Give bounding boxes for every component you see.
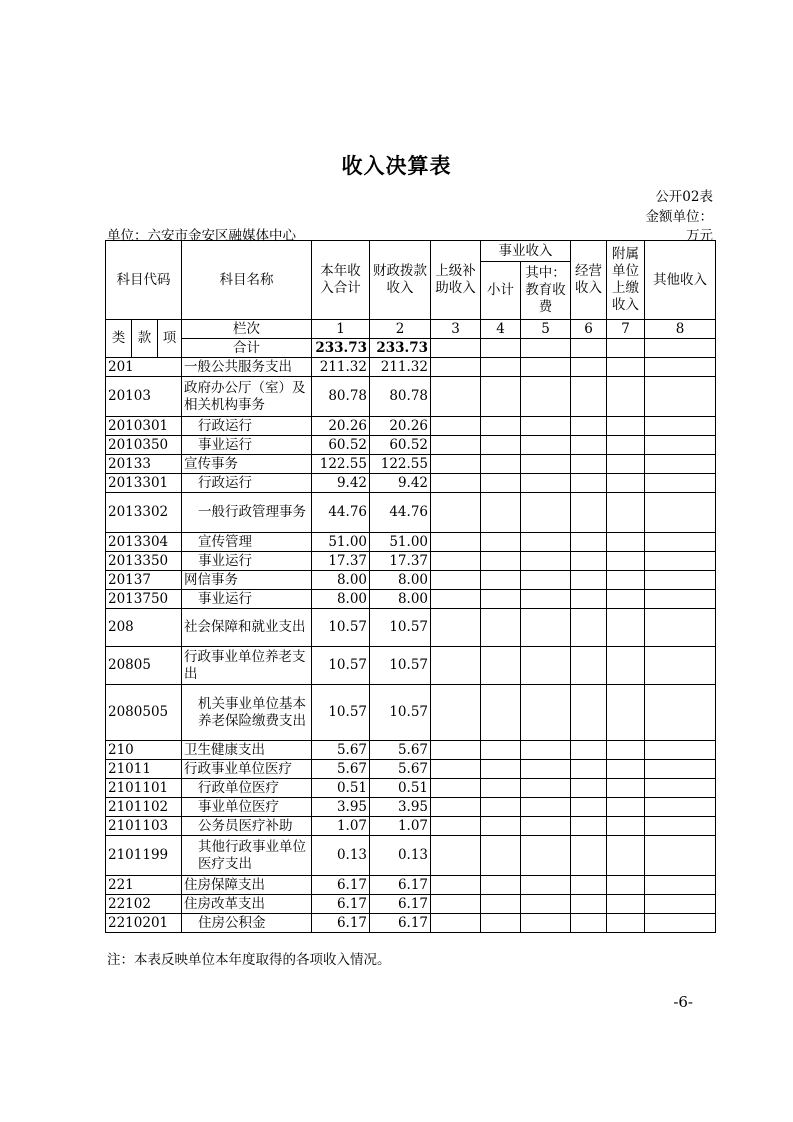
header-other: 其他收入 (645, 241, 716, 320)
row-fiscal: 6.17 (370, 914, 431, 933)
empty-cell (521, 895, 571, 914)
empty-cell (521, 552, 571, 571)
empty-cell (645, 590, 716, 609)
empty-cell (431, 836, 481, 876)
empty-cell (571, 552, 607, 571)
table-row (106, 647, 716, 685)
total-row (106, 339, 716, 358)
empty-cell (481, 533, 521, 552)
header-fiscal: 财政拨款收入 (370, 241, 431, 320)
row-income: 51.00 (312, 533, 370, 552)
empty-cell (521, 377, 571, 417)
empty-cell (571, 798, 607, 817)
empty-cell (521, 474, 571, 493)
row-name: 公务员医疗补助 (182, 817, 312, 836)
header-kuan: 款 (132, 320, 158, 358)
table-row (106, 609, 716, 647)
table-row (106, 914, 716, 933)
col-num-7: 7 (607, 320, 645, 339)
row-name: 行政运行 (182, 474, 312, 493)
empty-cell (571, 493, 607, 533)
row-fiscal: 5.67 (370, 741, 431, 760)
col-num-6: 6 (571, 320, 607, 339)
empty-cell (645, 876, 716, 895)
empty-cell (481, 417, 521, 436)
row-name: 宣传事务 (182, 455, 312, 474)
row-name: 事业运行 (182, 590, 312, 609)
row-fiscal: 211.32 (370, 358, 431, 377)
row-income: 3.95 (312, 798, 370, 817)
empty-cell (431, 533, 481, 552)
empty-cell (481, 493, 521, 533)
empty-cell (607, 895, 645, 914)
row-code: 2210201 (106, 914, 182, 933)
row-code: 208 (106, 609, 182, 647)
row-income: 122.55 (312, 455, 370, 474)
empty-cell (521, 914, 571, 933)
table-note: 注：本表反映单位本年度取得的各项收入情况。 (107, 952, 391, 968)
empty-cell (481, 436, 521, 455)
table-row (106, 436, 716, 455)
row-code: 22102 (106, 895, 182, 914)
empty-cell (481, 798, 521, 817)
unit-name: 单位：六安市金安区融媒体中心 (107, 228, 296, 244)
empty-cell (521, 760, 571, 779)
empty-cell (645, 358, 716, 377)
empty-cell (645, 647, 716, 685)
empty-cell (481, 474, 521, 493)
empty-cell (481, 817, 521, 836)
header-xiang: 项 (158, 320, 182, 358)
row-code: 2101199 (106, 836, 182, 876)
col-num-8: 8 (645, 320, 716, 339)
empty-cell (571, 895, 607, 914)
row-code: 2013750 (106, 590, 182, 609)
table-row (106, 590, 716, 609)
row-name: 卫生健康支出 (182, 741, 312, 760)
empty-cell (607, 377, 645, 417)
empty-cell (645, 552, 716, 571)
empty-cell (645, 741, 716, 760)
row-fiscal: 10.57 (370, 609, 431, 647)
income-table (105, 240, 716, 933)
row-income: 5.67 (312, 741, 370, 760)
empty-cell (645, 798, 716, 817)
row-name: 一般行政管理事务 (182, 493, 312, 533)
row-income: 10.57 (312, 685, 370, 741)
row-name: 事业运行 (182, 552, 312, 571)
row-name: 住房公积金 (182, 914, 312, 933)
row-income: 0.51 (312, 779, 370, 798)
empty-cell (645, 760, 716, 779)
empty-cell (481, 590, 521, 609)
header-operating: 经营收入 (571, 241, 607, 320)
empty-cell (431, 552, 481, 571)
row-fiscal: 8.00 (370, 571, 431, 590)
row-fiscal: 6.17 (370, 895, 431, 914)
empty-cell (571, 358, 607, 377)
empty-cell (607, 436, 645, 455)
empty-cell (481, 552, 521, 571)
table-row (106, 817, 716, 836)
row-fiscal: 20.26 (370, 417, 431, 436)
table-row (106, 455, 716, 474)
row-code: 20805 (106, 647, 182, 685)
header-career-group: 事业收入 (481, 241, 571, 262)
empty-cell (481, 455, 521, 474)
empty-cell (571, 836, 607, 876)
row-fiscal: 1.07 (370, 817, 431, 836)
row-name: 行政运行 (182, 417, 312, 436)
page-number: -6- (673, 993, 693, 1011)
empty-cell (607, 760, 645, 779)
row-fiscal: 122.55 (370, 455, 431, 474)
empty-cell (607, 590, 645, 609)
row-income: 9.42 (312, 474, 370, 493)
row-fiscal: 8.00 (370, 590, 431, 609)
empty-cell (571, 779, 607, 798)
empty-cell (521, 609, 571, 647)
empty-cell (571, 436, 607, 455)
total-fiscal: 233.73 (370, 339, 431, 358)
row-name: 宣传管理 (182, 533, 312, 552)
empty-cell (571, 417, 607, 436)
empty-cell (607, 358, 645, 377)
row-code: 2013302 (106, 493, 182, 533)
row-code: 2013301 (106, 474, 182, 493)
table-row (106, 571, 716, 590)
header-total-income: 本年收入合计 (312, 241, 370, 320)
row-code: 2101103 (106, 817, 182, 836)
empty-cell (571, 474, 607, 493)
empty-cell (571, 571, 607, 590)
empty-cell (645, 914, 716, 933)
row-code: 20103 (106, 377, 182, 417)
empty-cell (521, 533, 571, 552)
row-name: 社会保障和就业支出 (182, 609, 312, 647)
row-code: 201 (106, 358, 182, 377)
empty-cell (571, 377, 607, 417)
empty-cell (481, 779, 521, 798)
col-num-3: 3 (431, 320, 481, 339)
empty-cell (645, 417, 716, 436)
row-income: 10.57 (312, 647, 370, 685)
row-fiscal: 10.57 (370, 685, 431, 741)
table-row (106, 417, 716, 436)
empty-cell (607, 493, 645, 533)
empty-cell (645, 493, 716, 533)
empty-cell (431, 817, 481, 836)
header-affiliated: 附属单位上缴收入 (607, 241, 645, 320)
row-fiscal: 60.52 (370, 436, 431, 455)
header-lei: 类 (106, 320, 132, 358)
empty-cell (431, 493, 481, 533)
row-fiscal: 5.67 (370, 760, 431, 779)
empty-cell (521, 647, 571, 685)
table-row (106, 474, 716, 493)
row-code: 20133 (106, 455, 182, 474)
empty-cell (571, 609, 607, 647)
row-code: 2010301 (106, 417, 182, 436)
empty-cell (481, 836, 521, 876)
empty-cell (521, 493, 571, 533)
empty-cell (431, 760, 481, 779)
empty-cell (571, 685, 607, 741)
empty-cell (521, 817, 571, 836)
row-fiscal: 9.42 (370, 474, 431, 493)
empty-cell (571, 760, 607, 779)
empty-cell (521, 590, 571, 609)
empty-cell (645, 895, 716, 914)
empty-cell (607, 685, 645, 741)
empty-cell (431, 647, 481, 685)
empty-cell (645, 474, 716, 493)
row-name: 政府办公厅（室）及相关机构事务 (182, 377, 312, 417)
row-code: 2013304 (106, 533, 182, 552)
empty-cell (645, 455, 716, 474)
row-name: 行政事业单位医疗 (182, 760, 312, 779)
empty-cell (645, 779, 716, 798)
empty-cell (521, 455, 571, 474)
row-income: 44.76 (312, 493, 370, 533)
row-fiscal: 3.95 (370, 798, 431, 817)
empty-cell (521, 685, 571, 741)
empty-cell (645, 377, 716, 417)
row-fiscal: 17.37 (370, 552, 431, 571)
row-name: 网信事务 (182, 571, 312, 590)
empty-cell (431, 417, 481, 436)
table-row (106, 358, 716, 377)
row-name: 事业单位医疗 (182, 798, 312, 817)
empty-cell (521, 436, 571, 455)
amount-unit: 万元 (686, 228, 713, 244)
empty-cell (521, 417, 571, 436)
empty-cell (607, 571, 645, 590)
row-income: 0.13 (312, 836, 370, 876)
empty-cell (645, 685, 716, 741)
row-income: 6.17 (312, 895, 370, 914)
empty-cell (431, 895, 481, 914)
row-income: 10.57 (312, 609, 370, 647)
row-code: 210 (106, 741, 182, 760)
empty-cell (571, 533, 607, 552)
header-education: 其中：教育收费 (521, 262, 571, 320)
empty-cell (481, 876, 521, 895)
empty-cell (571, 590, 607, 609)
header-code: 科目代码 (106, 241, 182, 320)
header-superior: 上级补助收入 (431, 241, 481, 320)
row-income: 20.26 (312, 417, 370, 436)
row-fiscal: 44.76 (370, 493, 431, 533)
row-income: 5.67 (312, 760, 370, 779)
row-code: 2101101 (106, 779, 182, 798)
row-code: 21011 (106, 760, 182, 779)
empty-cell (645, 533, 716, 552)
row-name: 一般公共服务支出 (182, 358, 312, 377)
empty-cell (431, 436, 481, 455)
empty-cell (481, 760, 521, 779)
row-income: 211.32 (312, 358, 370, 377)
empty-cell (481, 358, 521, 377)
empty-cell (571, 455, 607, 474)
col-num-4: 4 (481, 320, 521, 339)
empty-cell (431, 876, 481, 895)
page-title: 收入决算表 (341, 154, 452, 178)
empty-cell (431, 571, 481, 590)
row-code: 2101102 (106, 798, 182, 817)
total-income: 233.73 (312, 339, 370, 358)
empty-cell (521, 358, 571, 377)
table-row (106, 533, 716, 552)
table-row (106, 798, 716, 817)
empty-cell (521, 798, 571, 817)
total-label: 合计 (182, 339, 312, 358)
row-code: 2013350 (106, 552, 182, 571)
empty-cell (431, 741, 481, 760)
empty-cell (607, 647, 645, 685)
empty-cell (431, 455, 481, 474)
empty-cell (481, 377, 521, 417)
empty-cell (481, 571, 521, 590)
empty-cell (571, 876, 607, 895)
row-code: 221 (106, 876, 182, 895)
empty-cell (645, 436, 716, 455)
table-row (106, 685, 716, 741)
empty-cell (521, 779, 571, 798)
header-subtotal: 小计 (481, 262, 521, 320)
row-code: 2010350 (106, 436, 182, 455)
row-name: 住房保障支出 (182, 876, 312, 895)
empty-cell (607, 533, 645, 552)
header-name: 科目名称 (182, 241, 312, 320)
empty-cell (481, 647, 521, 685)
row-income: 80.78 (312, 377, 370, 417)
table-row (106, 741, 716, 760)
empty-cell (431, 590, 481, 609)
empty-cell (481, 609, 521, 647)
empty-cell (571, 647, 607, 685)
empty-cell (481, 914, 521, 933)
empty-cell (645, 609, 716, 647)
empty-cell (431, 474, 481, 493)
empty-cell (431, 609, 481, 647)
empty-cell (645, 836, 716, 876)
empty-cell (431, 798, 481, 817)
row-income: 1.07 (312, 817, 370, 836)
row-income: 6.17 (312, 914, 370, 933)
row-fiscal: 0.51 (370, 779, 431, 798)
table-row (106, 552, 716, 571)
table-row (106, 493, 716, 533)
row-name: 行政单位医疗 (182, 779, 312, 798)
row-income: 8.00 (312, 590, 370, 609)
row-name: 行政事业单位养老支出 (182, 647, 312, 685)
empty-cell (607, 836, 645, 876)
empty-cell (431, 358, 481, 377)
empty-cell (607, 798, 645, 817)
row-code: 20137 (106, 571, 182, 590)
row-income: 8.00 (312, 571, 370, 590)
empty-cell (607, 741, 645, 760)
table-row (106, 876, 716, 895)
empty-cell (607, 609, 645, 647)
empty-cell (607, 552, 645, 571)
row-fiscal: 80.78 (370, 377, 431, 417)
empty-cell (481, 741, 521, 760)
empty-cell (645, 571, 716, 590)
empty-cell (431, 685, 481, 741)
empty-cell (607, 914, 645, 933)
empty-cell (607, 817, 645, 836)
row-name: 机关事业单位基本养老保险缴费支出 (182, 685, 312, 741)
empty-cell (571, 817, 607, 836)
row-fiscal: 51.00 (370, 533, 431, 552)
col-num-1: 1 (312, 320, 370, 339)
empty-cell (607, 417, 645, 436)
row-income: 60.52 (312, 436, 370, 455)
empty-cell (481, 685, 521, 741)
table-row (106, 779, 716, 798)
table-row (106, 760, 716, 779)
row-fiscal: 6.17 (370, 876, 431, 895)
col-num-5: 5 (521, 320, 571, 339)
row-fiscal: 10.57 (370, 647, 431, 685)
row-name: 事业运行 (182, 436, 312, 455)
empty-cell (607, 455, 645, 474)
empty-cell (521, 836, 571, 876)
empty-cell (607, 876, 645, 895)
empty-cell (431, 377, 481, 417)
row-fiscal: 0.13 (370, 836, 431, 876)
empty-cell (431, 779, 481, 798)
empty-cell (645, 817, 716, 836)
row-income: 6.17 (312, 876, 370, 895)
row-name: 其他行政事业单位医疗支出 (182, 836, 312, 876)
empty-cell (571, 741, 607, 760)
empty-cell (431, 914, 481, 933)
header-column-label: 栏次 (182, 320, 312, 339)
empty-cell (571, 914, 607, 933)
table-row (106, 377, 716, 417)
col-num-2: 2 (370, 320, 431, 339)
row-name: 住房改革支出 (182, 895, 312, 914)
empty-cell (521, 876, 571, 895)
row-code: 2080505 (106, 685, 182, 741)
row-income: 17.37 (312, 552, 370, 571)
table-row (106, 836, 716, 876)
form-code: 公开02表 (655, 189, 713, 205)
empty-cell (607, 779, 645, 798)
amount-unit-label: 金额单位： (645, 209, 713, 225)
empty-cell (521, 741, 571, 760)
empty-cell (481, 895, 521, 914)
empty-cell (607, 474, 645, 493)
table-row (106, 895, 716, 914)
empty-cell (521, 571, 571, 590)
